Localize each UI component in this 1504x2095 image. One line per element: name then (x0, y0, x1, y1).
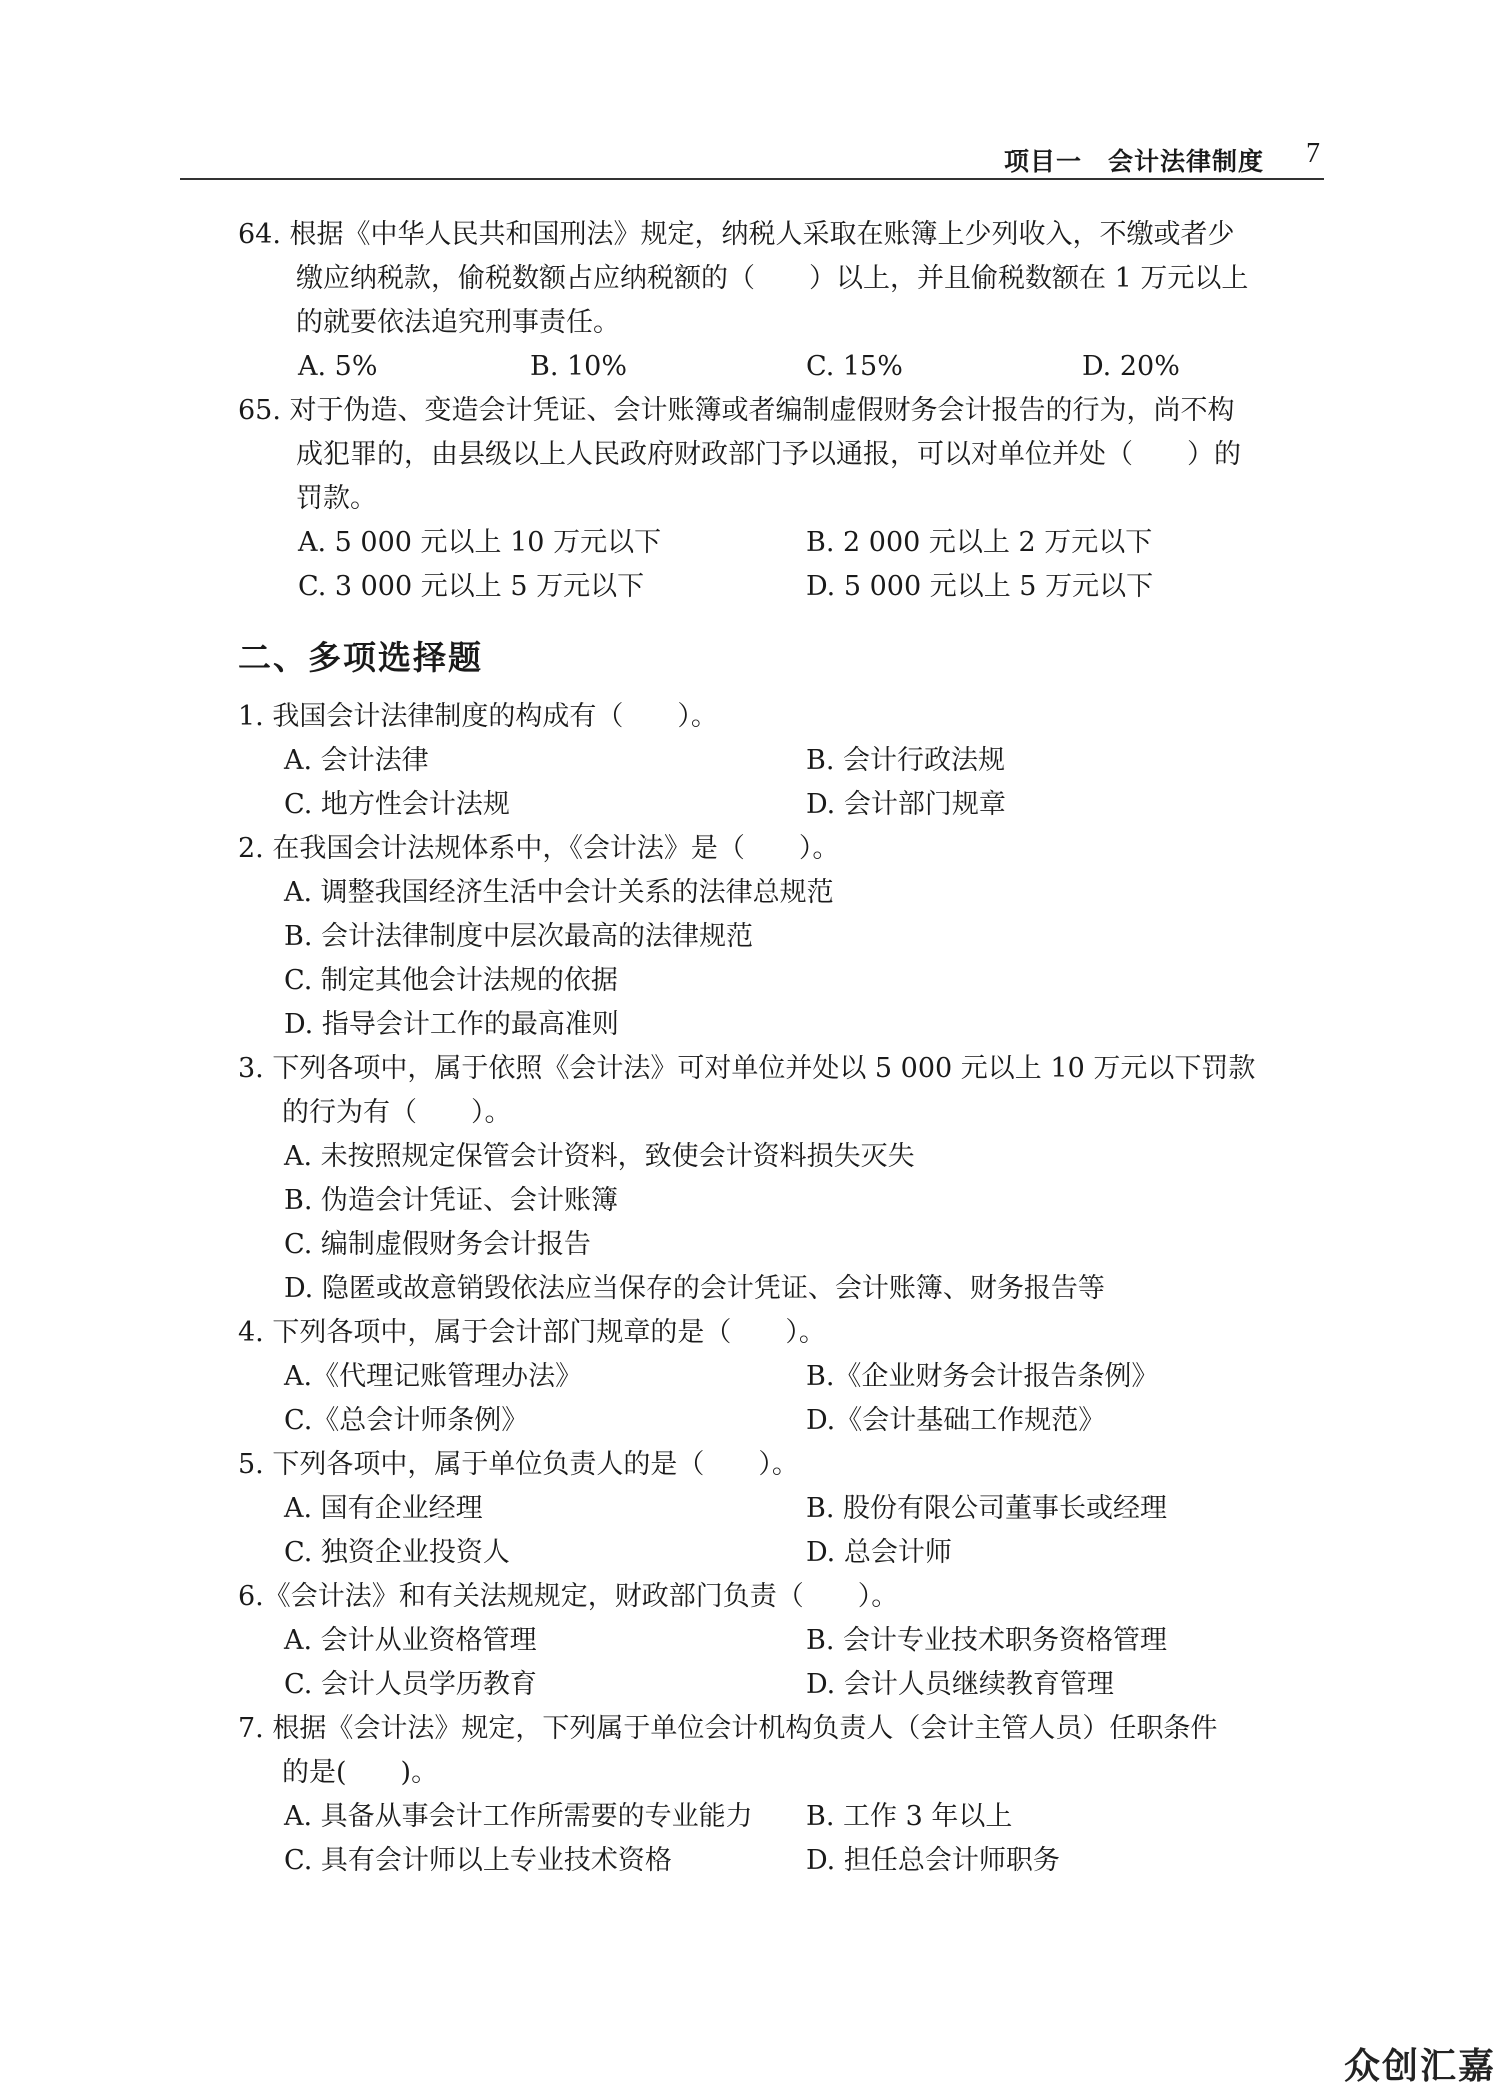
m5-option-c: C. 独资企业投资人 (284, 1537, 510, 1568)
m3-option-b: B. 伪造会计凭证、会计账簿 (284, 1185, 619, 1216)
m1-option-d: D. 会计部门规章 (806, 789, 1006, 820)
q64-line1: 64. 根据《中华人民共和国刑法》规定，纳税人采取在账簿上少列收入，不缴或者少 (238, 219, 1235, 250)
q64-line2: 缴应纳税款，偷税数额占应纳税额的（ ）以上，并且偷税数额在 1 万元以上 (296, 263, 1249, 294)
q65-option-b: B. 2 000 元以上 2 万元以下 (806, 527, 1153, 558)
m1-option-c: C. 地方性会计法规 (284, 789, 510, 820)
m6-option-d: D. 会计人员继续教育管理 (806, 1669, 1114, 1700)
m5-option-d: D. 总会计师 (806, 1537, 952, 1568)
m1-option-a: A. 会计法律 (284, 745, 429, 776)
m3-option-d: D. 隐匿或故意销毁依法应当保存的会计凭证、会计账簿、财务报告等 (284, 1273, 1105, 1304)
m2-line1: 2. 在我国会计法规体系中，《会计法》是（ ）。 (238, 833, 840, 864)
m7-line1: 7. 根据《会计法》规定，下列属于单位会计机构负责人（会计主管人员）任职条件 (238, 1713, 1218, 1744)
q65-option-c: C. 3 000 元以上 5 万元以下 (298, 571, 645, 602)
q64-option-c: C. 15% (806, 351, 903, 382)
m4-option-c: C.《总会计师条例》 (284, 1405, 529, 1436)
m1-option-b: B. 会计行政法规 (806, 745, 1006, 776)
m6-option-a: A. 会计从业资格管理 (284, 1625, 537, 1656)
q64-line3: 的就要依法追究刑事责任。 (296, 307, 620, 338)
m7-option-d: D. 担任总会计师职务 (806, 1845, 1060, 1876)
q65-option-d: D. 5 000 元以上 5 万元以下 (806, 571, 1154, 602)
watermark-logo: 众创汇嘉 (1343, 2046, 1496, 2087)
m7-line2: 的是( )。 (282, 1757, 439, 1788)
m3-option-a: A. 未按照规定保管会计资料，致使会计资料损失灭失 (284, 1141, 915, 1172)
m3-line2: 的行为有（ ）。 (282, 1097, 512, 1128)
m2-option-b: B. 会计法律制度中层次最高的法律规范 (284, 921, 754, 952)
m4-line1: 4. 下列各项中，属于会计部门规章的是（ ）。 (238, 1317, 826, 1348)
m7-option-b: B. 工作 3 年以上 (806, 1801, 1013, 1832)
q65-line3: 罚款。 (296, 483, 377, 514)
m4-option-b: B.《企业财务会计报告条例》 (806, 1361, 1159, 1392)
m5-option-a: A. 国有企业经理 (284, 1493, 483, 1524)
m2-option-d: D. 指导会计工作的最高准则 (284, 1009, 619, 1040)
page-header (180, 138, 1324, 180)
m6-line1: 6.《会计法》和有关法规规定，财政部门负责（ ）。 (238, 1581, 899, 1612)
m3-option-c: C. 编制虚假财务会计报告 (284, 1229, 591, 1260)
m3-line1: 3. 下列各项中，属于依照《会计法》可对单位并处以 5 000 元以上 10 万元以下罚款 (238, 1053, 1256, 1084)
m6-option-c: C. 会计人员学历教育 (284, 1669, 537, 1700)
m2-option-a: A. 调整我国经济生活中会计关系的法律总规范 (284, 877, 834, 908)
q64-option-a: A. 5% (298, 351, 378, 382)
m7-option-c: C. 具有会计师以上专业技术资格 (284, 1845, 672, 1876)
section-title: 二、多项选择题 (238, 638, 483, 677)
q65-option-a: A. 5 000 元以上 10 万元以下 (298, 527, 662, 558)
q65-line2: 成犯罪的，由县级以上人民政府财政部门予以通报，可以对单位并处（ ）的 (296, 439, 1241, 470)
m6-option-b: B. 会计专业技术职务资格管理 (806, 1625, 1168, 1656)
m7-option-a: A. 具备从事会计工作所需要的专业能力 (284, 1801, 753, 1832)
m5-option-b: B. 股份有限公司董事长或经理 (806, 1493, 1168, 1524)
m4-option-a: A.《代理记账管理办法》 (284, 1361, 583, 1392)
chapter-title: 项目一 会计法律制度 (1003, 147, 1264, 176)
q64-option-b: B. 10% (530, 351, 628, 382)
q65-line1: 65. 对于伪造、变造会计凭证、会计账簿或者编制虚假财务会计报告的行为，尚不构 (238, 395, 1235, 426)
m4-option-d: D.《会计基础工作规范》 (806, 1405, 1106, 1436)
q64-option-d: D. 20% (1082, 351, 1180, 382)
m1-line1: 1. 我国会计法律制度的构成有（ ）。 (238, 701, 718, 732)
m5-line1: 5. 下列各项中，属于单位负责人的是（ ）。 (238, 1449, 799, 1480)
page-number: 7 (1306, 138, 1320, 169)
m2-option-c: C. 制定其他会计法规的依据 (284, 965, 618, 996)
